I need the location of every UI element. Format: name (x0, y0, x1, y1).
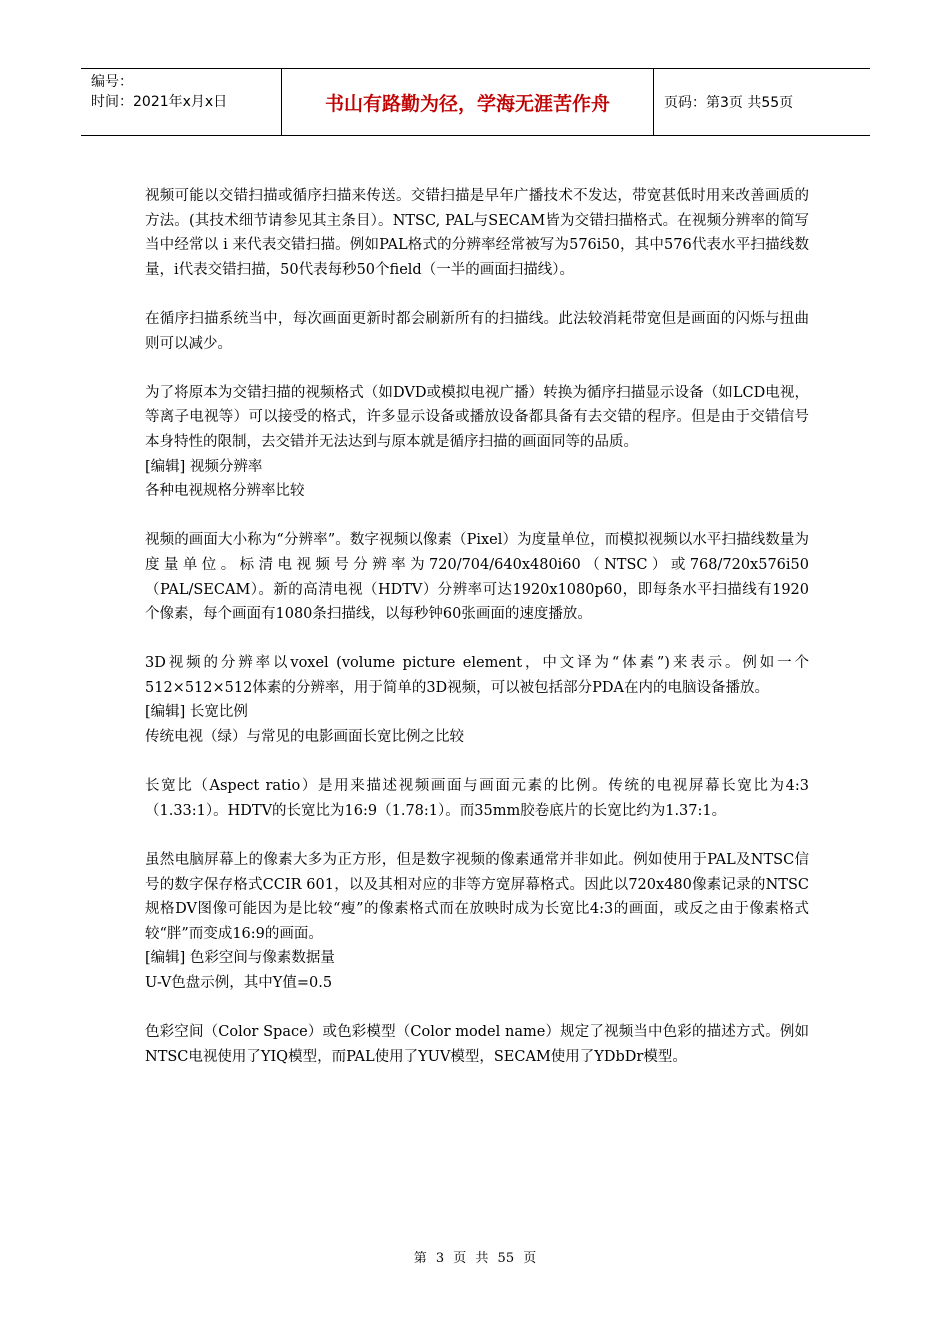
paragraph-progressive-scan: 在循序扫描系统当中，每次画面更新时都会刷新所有的扫描线。此法较消耗带宽但是画面的闪烁与扭曲则可以减少。 (145, 310, 809, 352)
paragraph-interlaced-scan: 视频可能以交错扫描或循序扫描来传送。交错扫描是早年广播技术不发达，带宽甚低时用来改善画质的方法。(其技术细节请参见其主条目）。NTSC, PAL与SECAM皆为交错扫描格式。在视频分辨率的简写当中经常以 i 来代表交错扫描。例如PAL格式的分辨率经常被写为576i50，其中576代表水平扫描线数量，i代表交错扫描，50代表每秒50个field（一半的画面扫描线）。 (145, 188, 809, 278)
header-motto: 书山有路勤为径，学海无涯苦作舟 (282, 69, 654, 135)
paragraph-resolution: 视频的画面大小称为“分辨率”。数字视频以像素（Pixel）为度量单位，而模拟视频以水平扫描线数量为度量单位。标清电视频号分辨率为720/704/640x480i60（NTSC）或768/720x576i50（PAL/SECAM）。新的高清电视（HDTV）分辨率可达1920x1080p60，即每条水平扫描线有1920个像素，每个画面有1080条扫描线，以每秒钟60张画面的速度播放。 (145, 532, 809, 623)
document-number-label: 编号： (91, 74, 133, 90)
paragraph-3d-voxel: 3D视频的分辨率以voxel (volume picture element，中文译为“体素”)来表示。例如一个512×512×512体素的分辨率，用于简单的3D视频，可以被包括部分PDA在内的电脑设备播放。 (145, 655, 809, 696)
paragraph-deinterlacing: 为了将原本为交错扫描的视频格式（如DVD或模拟电视广播）转换为循序扫描显示设备（如LCD电视，等离子电视等）可以接受的格式，许多显示设备或播放设备都具备有去交错的程序。但是由于交错信号本身特性的限制，去交错并无法达到与原本就是循序扫描的画面同等的品质。 (145, 384, 809, 450)
caption-uv-color-plane: U-V色盘示例，其中Y值=0.5 (145, 975, 333, 991)
paragraph-pixel-aspect: 虽然电脑屏幕上的像素大多为正方形，但是数字视频的像素通常并非如此。例如使用于PAL及NTSC信号的数字保存格式CCIR 601，以及其相对应的非等方宽屏幕格式。因此以720x480像素记录的NTSC规格DV图像可能因为是比较“瘦”的像素格式而在放映时成为长宽比4:3的画面，或反之由于像素格式较“胖”而变成16:9的画面。 (145, 852, 809, 942)
page-header (81, 68, 870, 136)
header-page-info: 页码：第3页 共55页 (664, 95, 794, 111)
paragraph-aspect-ratio: 长宽比（Aspect ratio）是用来描述视频画面与画面元素的比例。传统的电视屏幕长宽比为4:3（1.33:1）。HDTV的长宽比为16:9（1.78:1）。而35mm胶卷底片的长宽比约为1.37:1。 (145, 778, 809, 819)
section-heading-aspect-ratio: [编辑] 长宽比例 (145, 704, 248, 721)
document-time-label: 时间：2021年x月x日 (91, 94, 228, 110)
paragraph-color-space: 色彩空间（Color Space）或色彩模型（Color model name）规定了视频当中色彩的描述方式。例如NTSC电视使用了YIQ模型，而PAL使用了YUV模型，SECAM使用了YDbDr模型。 (145, 1024, 809, 1065)
header-meta (81, 69, 282, 135)
section-heading-resolution: [编辑] 视频分辨率 (145, 458, 263, 475)
caption-aspect-ratio-comparison: 传统电视（绿）与常见的电影画面长宽比例之比较 (145, 729, 464, 746)
caption-resolution-comparison: 各种电视规格分辨率比较 (145, 483, 305, 500)
document-body (145, 184, 809, 1069)
page-footer: 第 3 页 共 55 页 (413, 1251, 537, 1266)
section-heading-color-space: [编辑] 色彩空间与像素数据量 (145, 950, 335, 967)
